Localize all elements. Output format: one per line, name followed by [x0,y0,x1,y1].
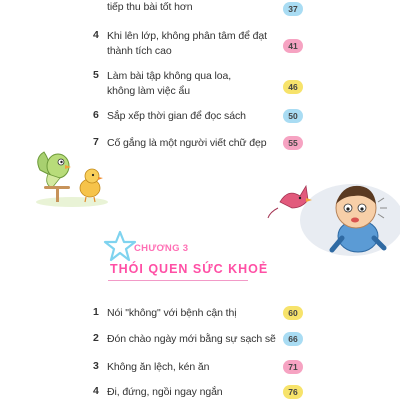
toc-number: 7 [93,136,99,148]
toc-title: Cố gắng là một người viết chữ đẹp [107,137,267,149]
page-badge: 55 [283,136,303,150]
toc-title: Đi, đứng, ngồi ngay ngắn [107,386,223,398]
toc-number: 6 [93,109,99,121]
toc-item [93,69,307,99]
toc-number: 2 [93,332,99,344]
toc-item [93,29,307,59]
toc-item [93,109,307,124]
boy-and-bird-illustration [262,178,400,258]
toc-title: Đón chào ngày mới bằng sự sạch sẽ [107,333,276,345]
page-badge: 50 [283,109,303,123]
toc-number: 1 [93,306,99,318]
star-icon [103,230,137,262]
page-badge: 76 [283,385,303,399]
toc-title-line1: Làm bài tập không qua loa, [107,70,232,82]
parrot-and-chick-illustration [30,140,115,210]
toc-item [107,0,307,15]
page-badge: 41 [283,39,303,53]
page-badge: 46 [283,80,303,94]
toc-item [93,360,307,375]
toc-item [93,306,307,321]
toc-title-line2: không làm việc ẩu [107,85,190,97]
page-badge: 66 [283,332,303,346]
toc-item [93,136,307,151]
toc-title-line2: thành tích cao [107,45,172,57]
page-badge: 71 [283,360,303,374]
toc-title: Sắp xếp thời gian để đọc sách [107,110,246,122]
page-badge: 60 [283,306,303,320]
chapter-label: CHƯƠNG 3 [134,243,189,254]
toc-title-line1: Khi lên lớp, không phân tâm để đạt [107,30,267,42]
page-badge: 37 [283,2,303,16]
toc-number: 5 [93,69,99,81]
toc-item [93,385,307,400]
toc-number: 4 [93,29,99,41]
toc-title: Không ăn lệch, kén ăn [107,361,210,373]
toc-number: 4 [93,385,99,397]
chapter-divider [108,280,248,281]
toc-title: Nói "không" với bệnh cận thị [107,307,237,319]
chapter-title: THÓI QUEN SỨC KHOẺ [110,262,269,276]
toc-item [93,332,307,347]
toc-title: tiếp thu bài tốt hơn [107,1,193,13]
toc-number: 3 [93,360,99,372]
